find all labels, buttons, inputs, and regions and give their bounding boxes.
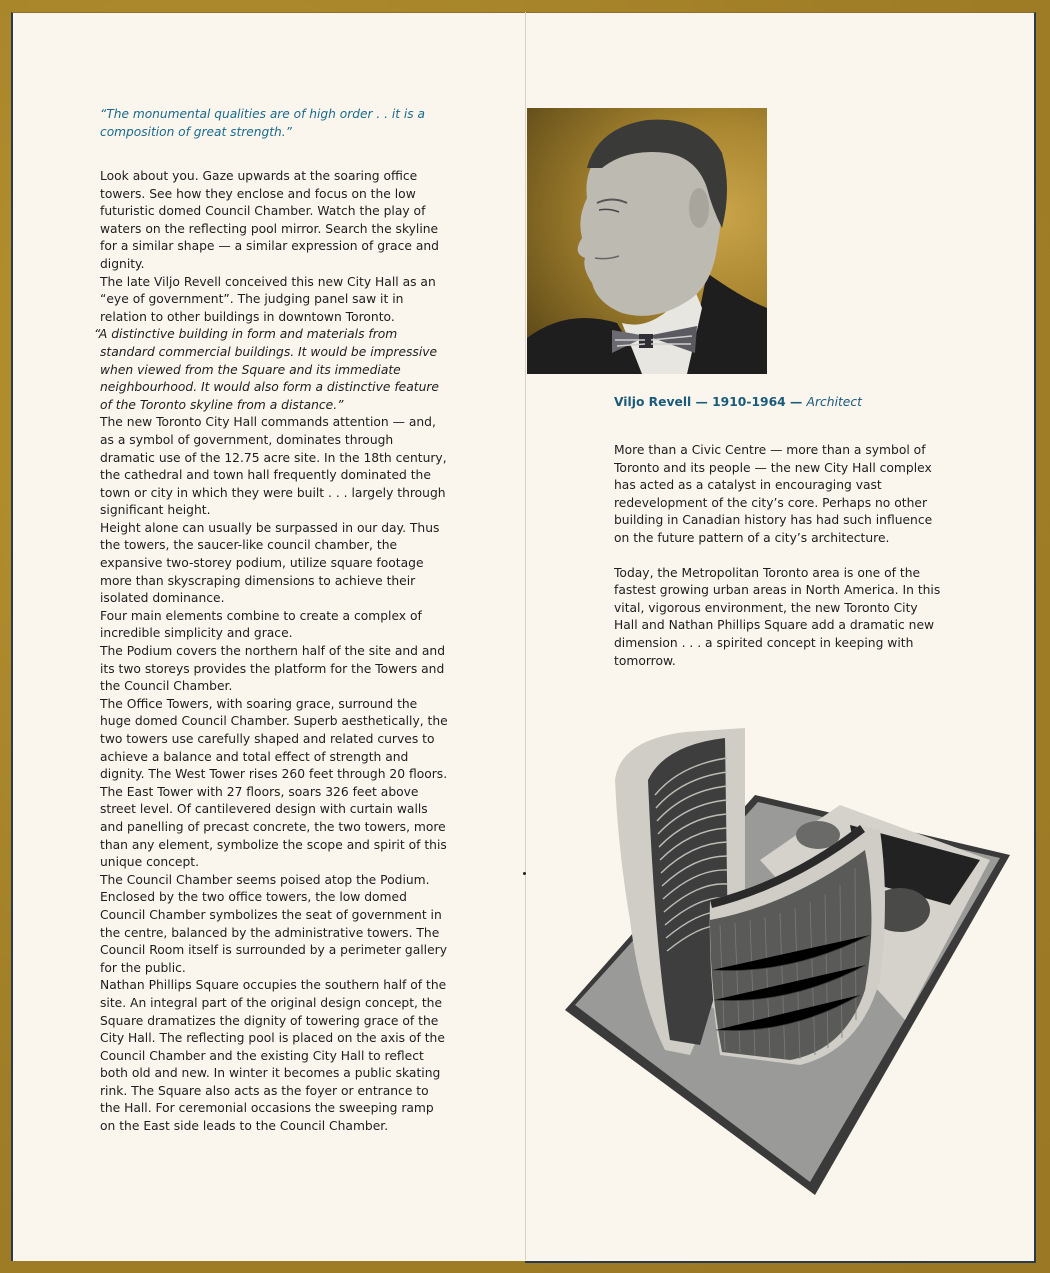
paragraph: The Podium covers the northern half of the site and and its two storeys provides the platform for the Towers and the Council Chamber. [100, 644, 445, 694]
paragraph: The Council Chamber seems poised atop the Podium. Enclosed by the two office towers, the low domed Council Chamber symbolizes the seat of government in the centre, balanced by the administrative towers. The Council Room itself is surrounded by a perimeter gallery for the public. [100, 872, 447, 975]
jury-quote: “A distinctive building in form and materials from standard commercial buildings. It would be impressive when viewed from the Square and its immediate neighbourhood. It would also form a distinctive feature of the Toronto skyline from a distance.” [94, 327, 439, 412]
paragraph: Today, the Metropolitan Toronto area is one of the fastest growing urban areas in North America. In this vital, vigorous environment, the new Toronto City Hall and Nathan Phillips Square add a dramatic new dimension . . . a spirited concept in keeping with tomorrow. [614, 565, 941, 668]
portrait-illustration [527, 108, 767, 374]
fold-mark [523, 872, 526, 875]
paragraph: Look about you. Gaze upwards at the soaring office towers. See how they enclose and focus on the low futuristic domed Council Chamber. Watch the play of waters on the reflecting pool mirror. Search the skyline for a similar shape — a similar expression of grace and dignity. [100, 169, 439, 271]
page-fold [525, 12, 526, 1260]
paragraph: The Office Towers, with soaring grace, surround the huge domed Council Chamber. Superb aesthetically, the two towers use carefully shaped and related curves to achieve a balance and total effect of strength and dignity. The West Tower rises 260 feet through 20 floors. The East Tower with 27 floors, soars 326 feet above street level. Of cantilevered design with curtain walls and panelling of precast concrete, the two towers, more than any element, symbolize the scope and spirit of this unique concept. [100, 696, 448, 870]
paragraph: The late Viljo Revell conceived this new City Hall as an “eye of government”. The judging panel saw it in relation to other buildings in downtown Toronto. [100, 274, 436, 324]
paragraph: Nathan Phillips Square occupies the southern half of the site. An integral part of the original design concept, the Square dramatizes the dignity of towering grace of the City Hall. The reflecting pool is placed on the axis of the Council Chamber and the existing City Hall to reflect both old and new. In winter it becomes a public skating rink. The Square also acts as the foyer or entrance to the Hall. For ceremonial occasions the sweeping ramp on the East side leads to the Council Chamber. [100, 978, 447, 1134]
city-hall-model-illustration [560, 720, 1020, 1200]
pull-quote: “The monumental qualities are of high order . . it is a composition of great strength.” [100, 107, 425, 139]
paragraph: Height alone can usually be surpassed in our day. Thus the towers, the saucer-like council chamber, the expansive two-storey podium, utilize square footage more than skyscraping dimensions to achieve their isolated dominance. [100, 520, 440, 606]
city-hall-model-photo [560, 720, 1020, 1200]
caption-name-dates: Viljo Revell — 1910-1964 — [614, 395, 807, 409]
right-body-text [614, 442, 944, 687]
paragraph: More than a Civic Centre — more than a symbol of Toronto and its people — the new City Hall complex has acted as a catalyst in encouraging vast redevelopment of the city’s core. Perhaps no other building in Canadian history has had such influence on the future pattern of a city’s architecture. [614, 443, 933, 545]
paragraph: The new Toronto City Hall commands attention — and, as a symbol of government, dominates through dramatic use of the 12.75 acre site. In the 18th century, the cathedral and town hall frequently dominated the town or city in which they were built . . . largely through significant height. [100, 415, 447, 518]
architect-portrait-photo [527, 108, 767, 374]
caption-role: Architect [806, 395, 862, 409]
paragraph: Four main elements combine to create a complex of incredible simplicity and grace. [100, 608, 422, 641]
left-body-text [94, 168, 450, 1136]
portrait-caption [614, 395, 914, 409]
